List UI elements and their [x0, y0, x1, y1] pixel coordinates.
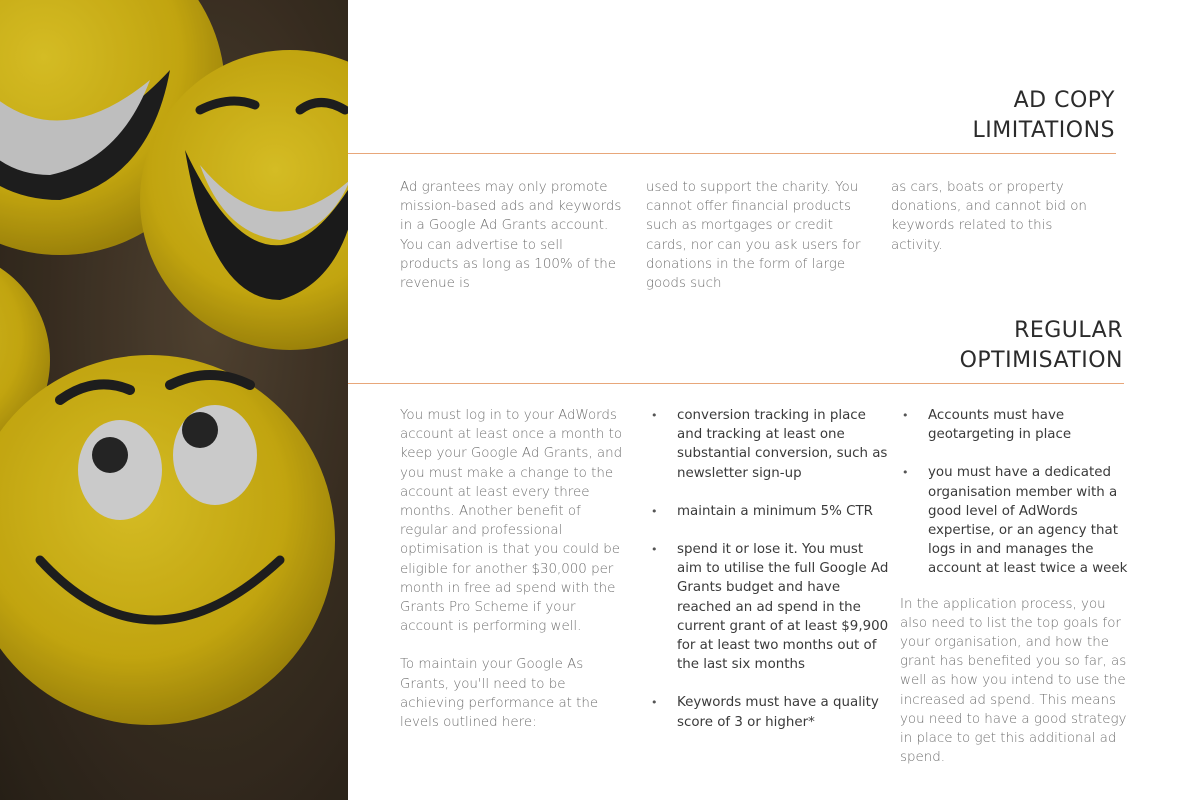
ad-copy-column-2 [646, 178, 868, 293]
optimisation-divider [348, 383, 1124, 384]
bullet-item: • spend it or lose it. You must aim to utilise the full Google Ad Grants budget and have reached an ad spend in the current grant of at least $9,900 for at least two months out of the last six months [649, 540, 889, 674]
bullet-item: • Accounts must have geotargeting in place [900, 406, 1140, 444]
ad-copy-text-2: used to support the charity. You cannot offer financial products such as mortgages or credit cards, nor can you ask users for donations in the form of large goods such [646, 180, 861, 292]
optimisation-bullets-3 [900, 406, 1140, 579]
optimisation-heading-line2: OPTIMISATION [959, 348, 1123, 373]
optimisation-column-1 [400, 406, 628, 732]
ad-copy-heading [973, 86, 1115, 146]
ad-copy-column-3 [891, 178, 1103, 255]
ad-copy-heading-line1: AD COPY [1013, 88, 1115, 113]
bullet-item: • Keywords must have a quality score of 3 or higher* [649, 693, 889, 731]
ad-copy-heading-line2: LIMITATIONS [972, 118, 1115, 143]
emoji-illustration [0, 0, 348, 800]
optimisation-heading-line1: REGULAR [1014, 318, 1123, 343]
bullet-item: • conversion tracking in place and tracking at least one substantial conversion, such as newsletter sign-up [649, 406, 889, 483]
ad-copy-text-3: as cars, boats or property donations, and cannot bid on keywords related to this activity. [891, 180, 1087, 253]
ad-copy-divider [348, 153, 1116, 154]
optimisation-column-3-text [900, 595, 1136, 768]
optimisation-text-2: To maintain your Google As Grants, you'll need to be achieving performance at the levels outlined here: [400, 657, 599, 731]
optimisation-text-1: You must log in to your AdWords account at least once a month to keep your Google Ad Grants, and you must make a change to the account at least every three months. Another benefit of regular and professional optimisation is that you could be eligible for another $30,000 per month in free ad spend with the Grants Pro Scheme if your account is performing well. [400, 408, 623, 635]
optimisation-text-3: In the application process, you also need to list the top goals for your organisation, and how the grant has benefited you so far, as well as how you intend to use the increased ad spend. This means you need to have a good strategy in place to get this additional ad spend. [900, 596, 1127, 766]
optimisation-column-3 [900, 406, 1140, 767]
ad-copy-column-1 [400, 178, 622, 293]
optimisation-heading [960, 316, 1123, 376]
optimisation-bullets-2 [649, 406, 889, 751]
bullet-item: • maintain a minimum 5% CTR [649, 502, 889, 521]
bullet-item: • you must have a dedicated organisation member with a good level of AdWords expertise, or an agency that logs in and manages the account at least twice a week [900, 463, 1140, 578]
emoji-photo [0, 0, 348, 800]
ad-copy-text-1: Ad grantees may only promote mission-based ads and keywords in a Google Ad Grants account. You can advertise to sell products as long as 100% of the revenue is [400, 180, 622, 292]
